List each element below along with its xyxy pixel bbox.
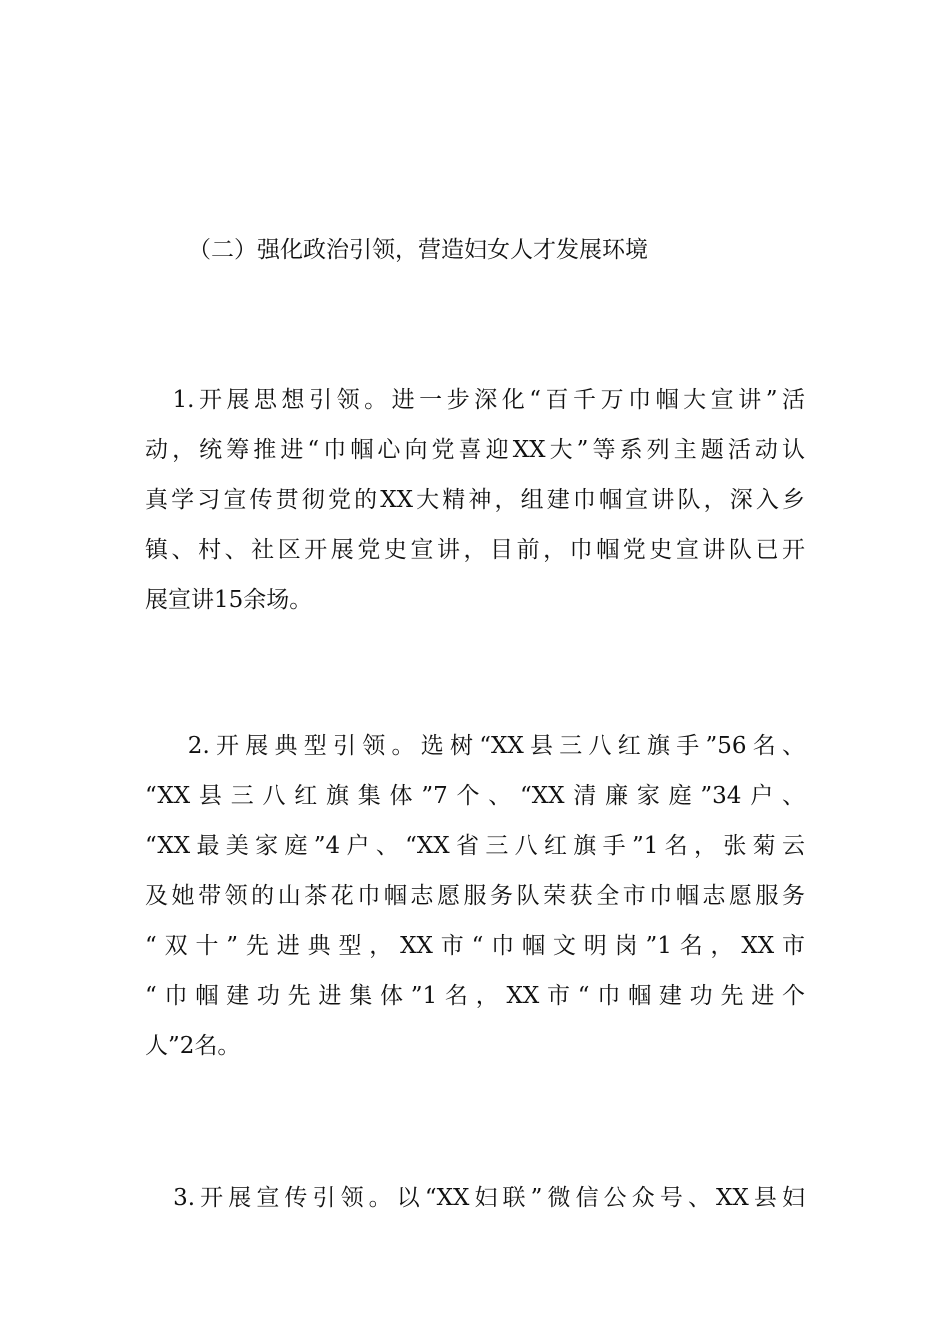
paragraph-line: 镇、村、社区开展党史宣讲，目前，巾帼党史宣讲队已开 [145,537,805,563]
paragraph-publicity-guidance [145,1173,805,1223]
paragraph-model-guidance [145,721,805,1071]
paragraph-line: 真学习宣传贯彻党的XX大精神，组建巾帼宣讲队，深入乡 [145,487,805,513]
paragraph-line: “XX最美家庭”4户、“XX省三八红旗手”1名，张菊云 [145,833,805,859]
paragraph-line: 及她带领的山茶花巾帼志愿服务队荣获全市巾帼志愿服务 [145,883,805,909]
paragraph-line: 3.开展宣传引领。以“XX妇联”微信公众号、XX县妇 [145,1185,805,1211]
paragraph-line: “XX县三八红旗集体”7个、“XX清廉家庭”34户、 [145,783,805,809]
section-heading: （二）强化政治引领，营造妇女人才发展环境 [188,237,648,263]
paragraph-line: 1.开展思想引领。进一步深化“百千万巾帼大宣讲”活 [145,387,805,413]
paragraph-line: 展宣讲15余场。 [145,587,313,613]
paragraph-line: 2.开展典型引领。选树“XX县三八红旗手”56名、 [145,733,805,759]
paragraph-line: “巾帼建功先进集体”1名，XX市“巾帼建功先进个 [145,983,805,1009]
paragraph-ideological-guidance [145,375,805,625]
paragraph-line: “双十”先进典型，XX市“巾帼文明岗”1名，XX市 [145,933,805,959]
paragraph-line: 人”2名。 [145,1033,241,1059]
paragraph-line: 动，统筹推进“巾帼心向党喜迎XX大”等系列主题活动认 [145,437,805,463]
